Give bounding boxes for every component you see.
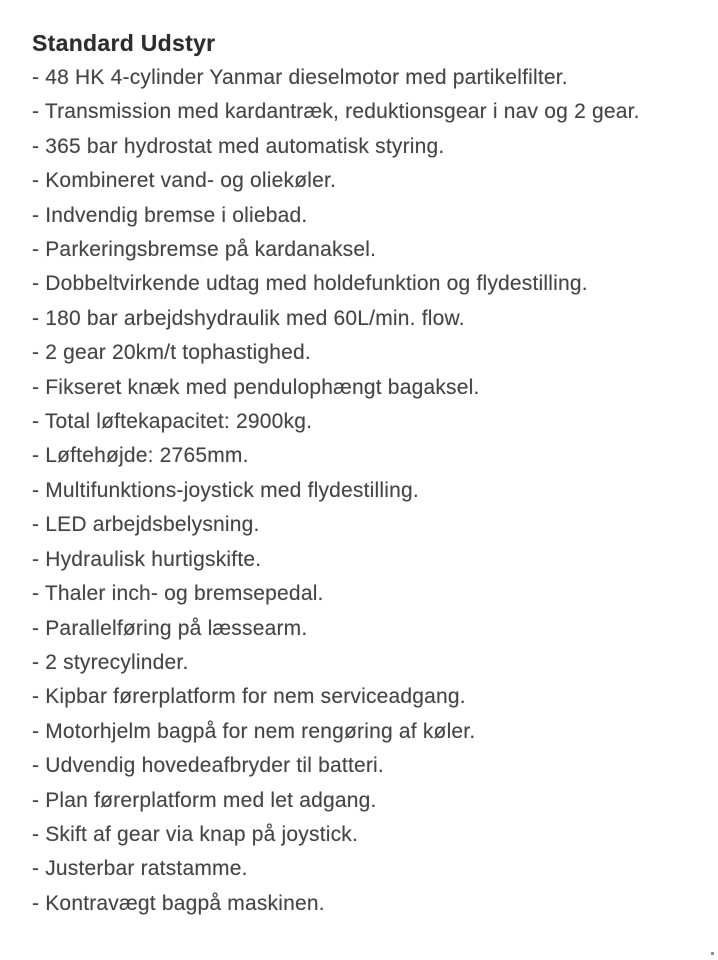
list-item: - Multifunktions-joystick med flydestilling.: [32, 478, 419, 502]
list-item: - Total løftekapacitet: 2900kg.: [32, 410, 313, 434]
list-item: - Kipbar førerplatform for nem serviceadgang.: [32, 685, 466, 709]
list-item: - Skift af gear via knap på joystick.: [32, 822, 359, 846]
list-item: - Fikseret knæk med pendulophængt bagaksel.: [32, 375, 480, 399]
list-item: - Justerbar ratstamme.: [32, 857, 248, 881]
list-item: - Indvendig bremse i oliebad.: [32, 203, 308, 227]
page-title: Standard Udstyr: [32, 30, 216, 56]
list-item: - 180 bar arbejdshydraulik med 60L/min. flow.: [32, 306, 465, 330]
list-item: - Løftehøjde: 2765mm.: [32, 444, 249, 468]
jpeg-artifact-dot: [711, 952, 714, 955]
list-item: - Udvendig hovedeafbryder til batteri.: [32, 754, 384, 778]
list-item: - LED arbejdsbelysning.: [32, 513, 260, 537]
list-item: - Transmission med kardantræk, reduktionsgear i nav og 2 gear.: [32, 100, 640, 124]
list-item: - Motorhjelm bagpå for nem rengøring af køler.: [32, 719, 476, 743]
list-item: - Kombineret vand- og oliekøler.: [32, 169, 337, 193]
spec-list: [32, 61, 700, 921]
list-item: - Parkeringsbremse på kardanaksel.: [32, 238, 377, 262]
list-item: - 48 HK 4-cylinder Yanmar dieselmotor med partikelfilter.: [32, 66, 568, 89]
list-item: - Kontravægt bagpå maskinen.: [32, 891, 325, 915]
list-item: - Plan førerplatform med let adgang.: [32, 788, 377, 812]
list-item: - Parallelføring på læssearm.: [32, 616, 308, 640]
list-item: - Dobbeltvirkende udtag med holdefunktion og flydestilling.: [32, 272, 588, 296]
list-item: - 2 gear 20km/t tophastighed.: [32, 341, 311, 365]
list-item: - Hydraulisk hurtigskifte.: [32, 547, 262, 571]
list-item: - 2 styrecylinder.: [32, 650, 189, 674]
list-item: - 365 bar hydrostat med automatisk styring.: [32, 134, 445, 158]
list-item: - Thaler inch- og bremsepedal.: [32, 582, 324, 606]
